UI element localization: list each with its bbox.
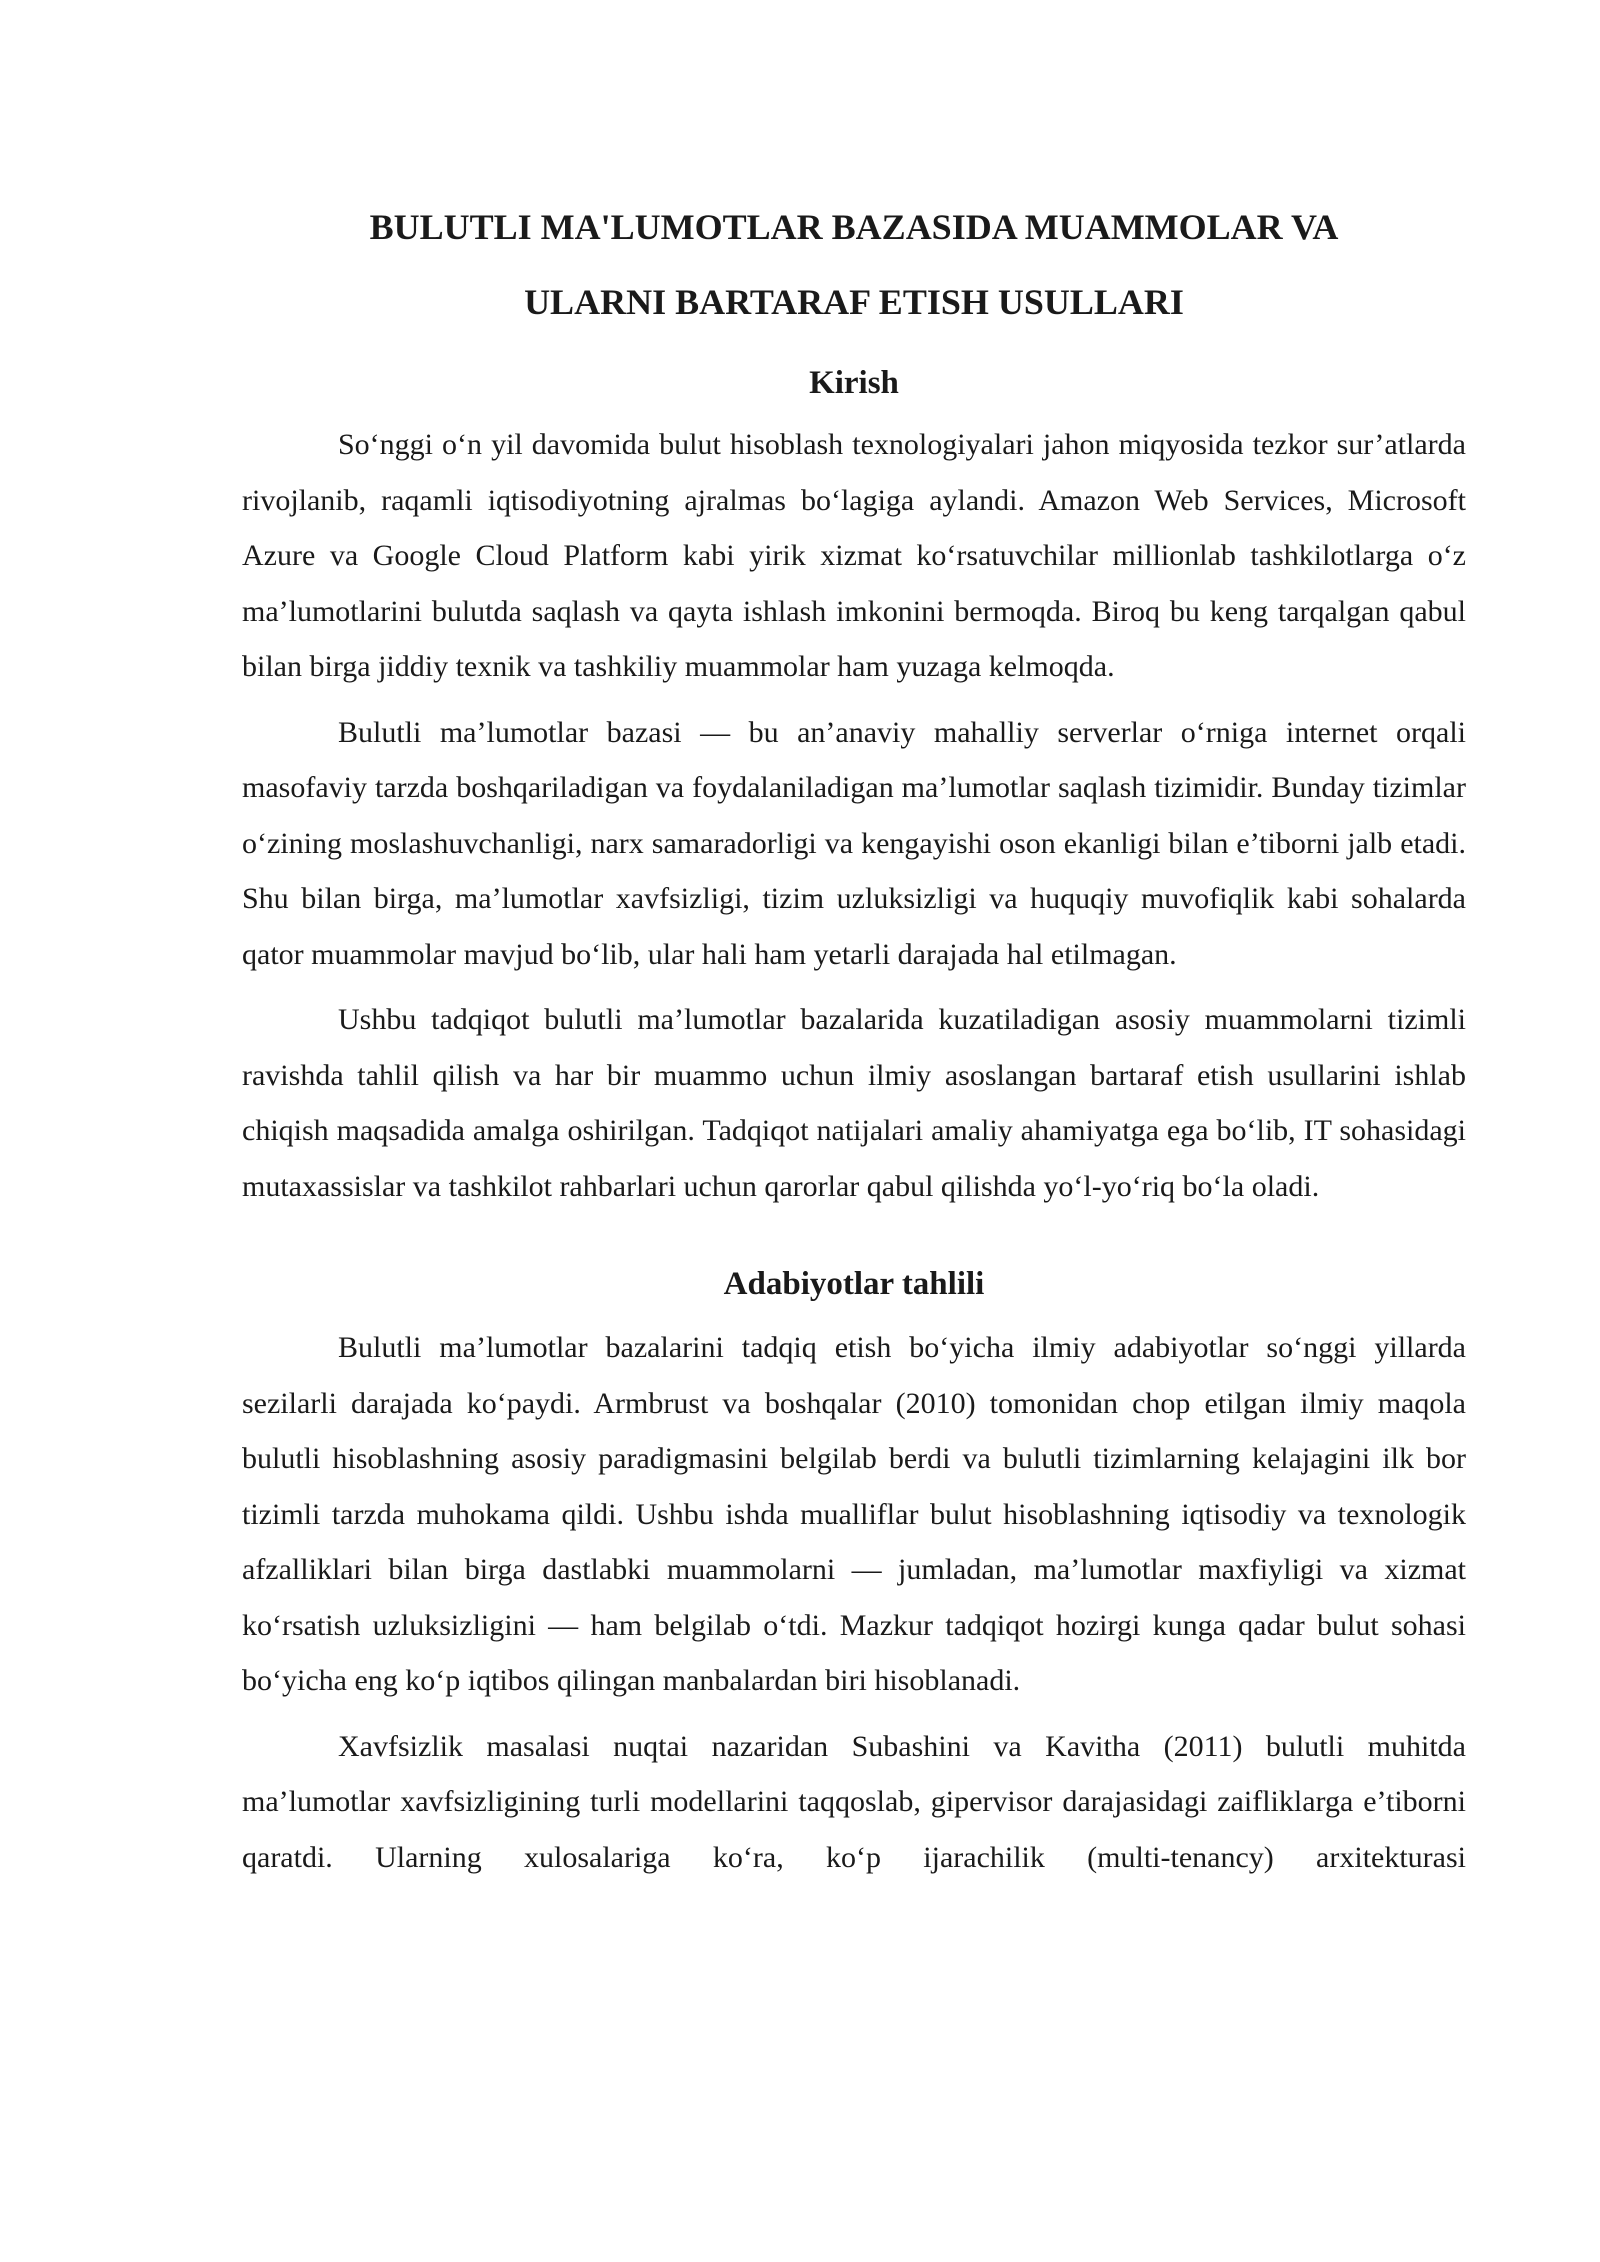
section-heading-introduction: Kirish — [809, 365, 899, 401]
literature-paragraph-2: Xavfsizlik masalasi nuqtai nazaridan Subashini va Kavitha (2011) bulutli muhitda ma’lumotlar xavfsizligining turli modellarini taqqoslab, gipervisor darajasidagi zaifliklarga e’tiborni qaratdi. Ularning xulosalariga ko‘ra, ko‘p ijarachilik (multi-tenancy) arxitekturasi — [242, 1729, 1466, 1874]
literature-paragraph-1: Bulutli ma’lumotlar bazalarini tadqiq etish bo‘yicha ilmiy adabiyotlar so‘nggi yillarda sezilarli darajada ko‘paydi. Armbrust va boshqalar (2010) tomonidan chop etilgan ilmiy maqola bulutli hisoblashning asosiy paradigmasini belgilab berdi va bulutli tizimlarning kelajagini ilk bor tizimli tarzda muhokama qildi. Ushbu ishda mualliflar bulut hisoblashning iqtisodiy va texnologik afzalliklari bilan birga dastlabki muammolarni — jumladan, ma’lumotlar maxfiyligi va xizmat ko‘rsatish uzluksizligini — ham belgilab o‘tdi. Mazkur tadqiqot hozirgi kunga qadar bulut sohasi bo‘yicha eng ko‘p iqtibos qilingan manbalardan biri hisoblanadi. — [242, 1331, 1466, 1697]
introduction-paragraph-1: So‘nggi o‘n yil davomida bulut hisoblash texnologiyalari jahon miqyosida tezkor sur’atlarda rivojlanib, raqamli iqtisodiyotning ajralmas bo‘lagiga aylandi. Amazon Web Services, Microsoft Azure va Google Cloud Platform kabi yirik xizmat ko‘rsatuvchilar millionlab tashkilotlarga o‘z ma’lumotlarini bulutda saqlash va qayta ishlash imkonini bermoqda. Biroq bu keng tarqalgan qabul bilan birga jiddiy texnik va tashkiliy muammolar ham yuzaga kelmoqda. — [242, 428, 1466, 683]
introduction-paragraph-3: Ushbu tadqiqot bulutli ma’lumotlar bazalarida kuzatiladigan asosiy muammolarni tizimli ravishda tahlil qilish va har bir muammo uchun ilmiy asoslangan bartaraf etish usullarini ishlab chiqish maqsadida amalga oshirilgan. Tadqiqot natijalari amaliy ahamiyatga ega bo‘lib, IT sohasidagi mutaxassislar va tashkilot rahbarlari uchun qarorlar qabul qilishda yo‘l-yo‘riq bo‘la oladi. — [242, 1003, 1466, 1203]
document-page — [242, 190, 1466, 1885]
document-title-line-1: BULUTLI MA'LUMOTLAR BAZASIDA MUAMMOLAR VA — [369, 207, 1339, 247]
section-heading-literature-review: Adabiyotlar tahlili — [723, 1266, 985, 1302]
document-title-line-2: ULARNI BARTARAF ETISH USULLARI — [524, 282, 1184, 322]
document-title — [242, 190, 1466, 340]
introduction-paragraph-2: Bulutli ma’lumotlar bazasi — bu an’anaviy mahalliy serverlar o‘rniga internet orqali masofaviy tarzda boshqariladigan va foydalaniladigan ma’lumotlar saqlash tizimidir. Bunday tizimlar o‘zining moslashuvchanligi, narx samaradorligi va kengayishi oson ekanligi bilan e’tiborni jalb etadi. Shu bilan birga, ma’lumotlar xavfsizligi, tizim uzluksizligi va huquqiy muvofiqlik kabi sohalarda qator muammolar mavjud bo‘lib, ular hali ham yetarli darajada hal etilmagan. — [242, 715, 1466, 971]
